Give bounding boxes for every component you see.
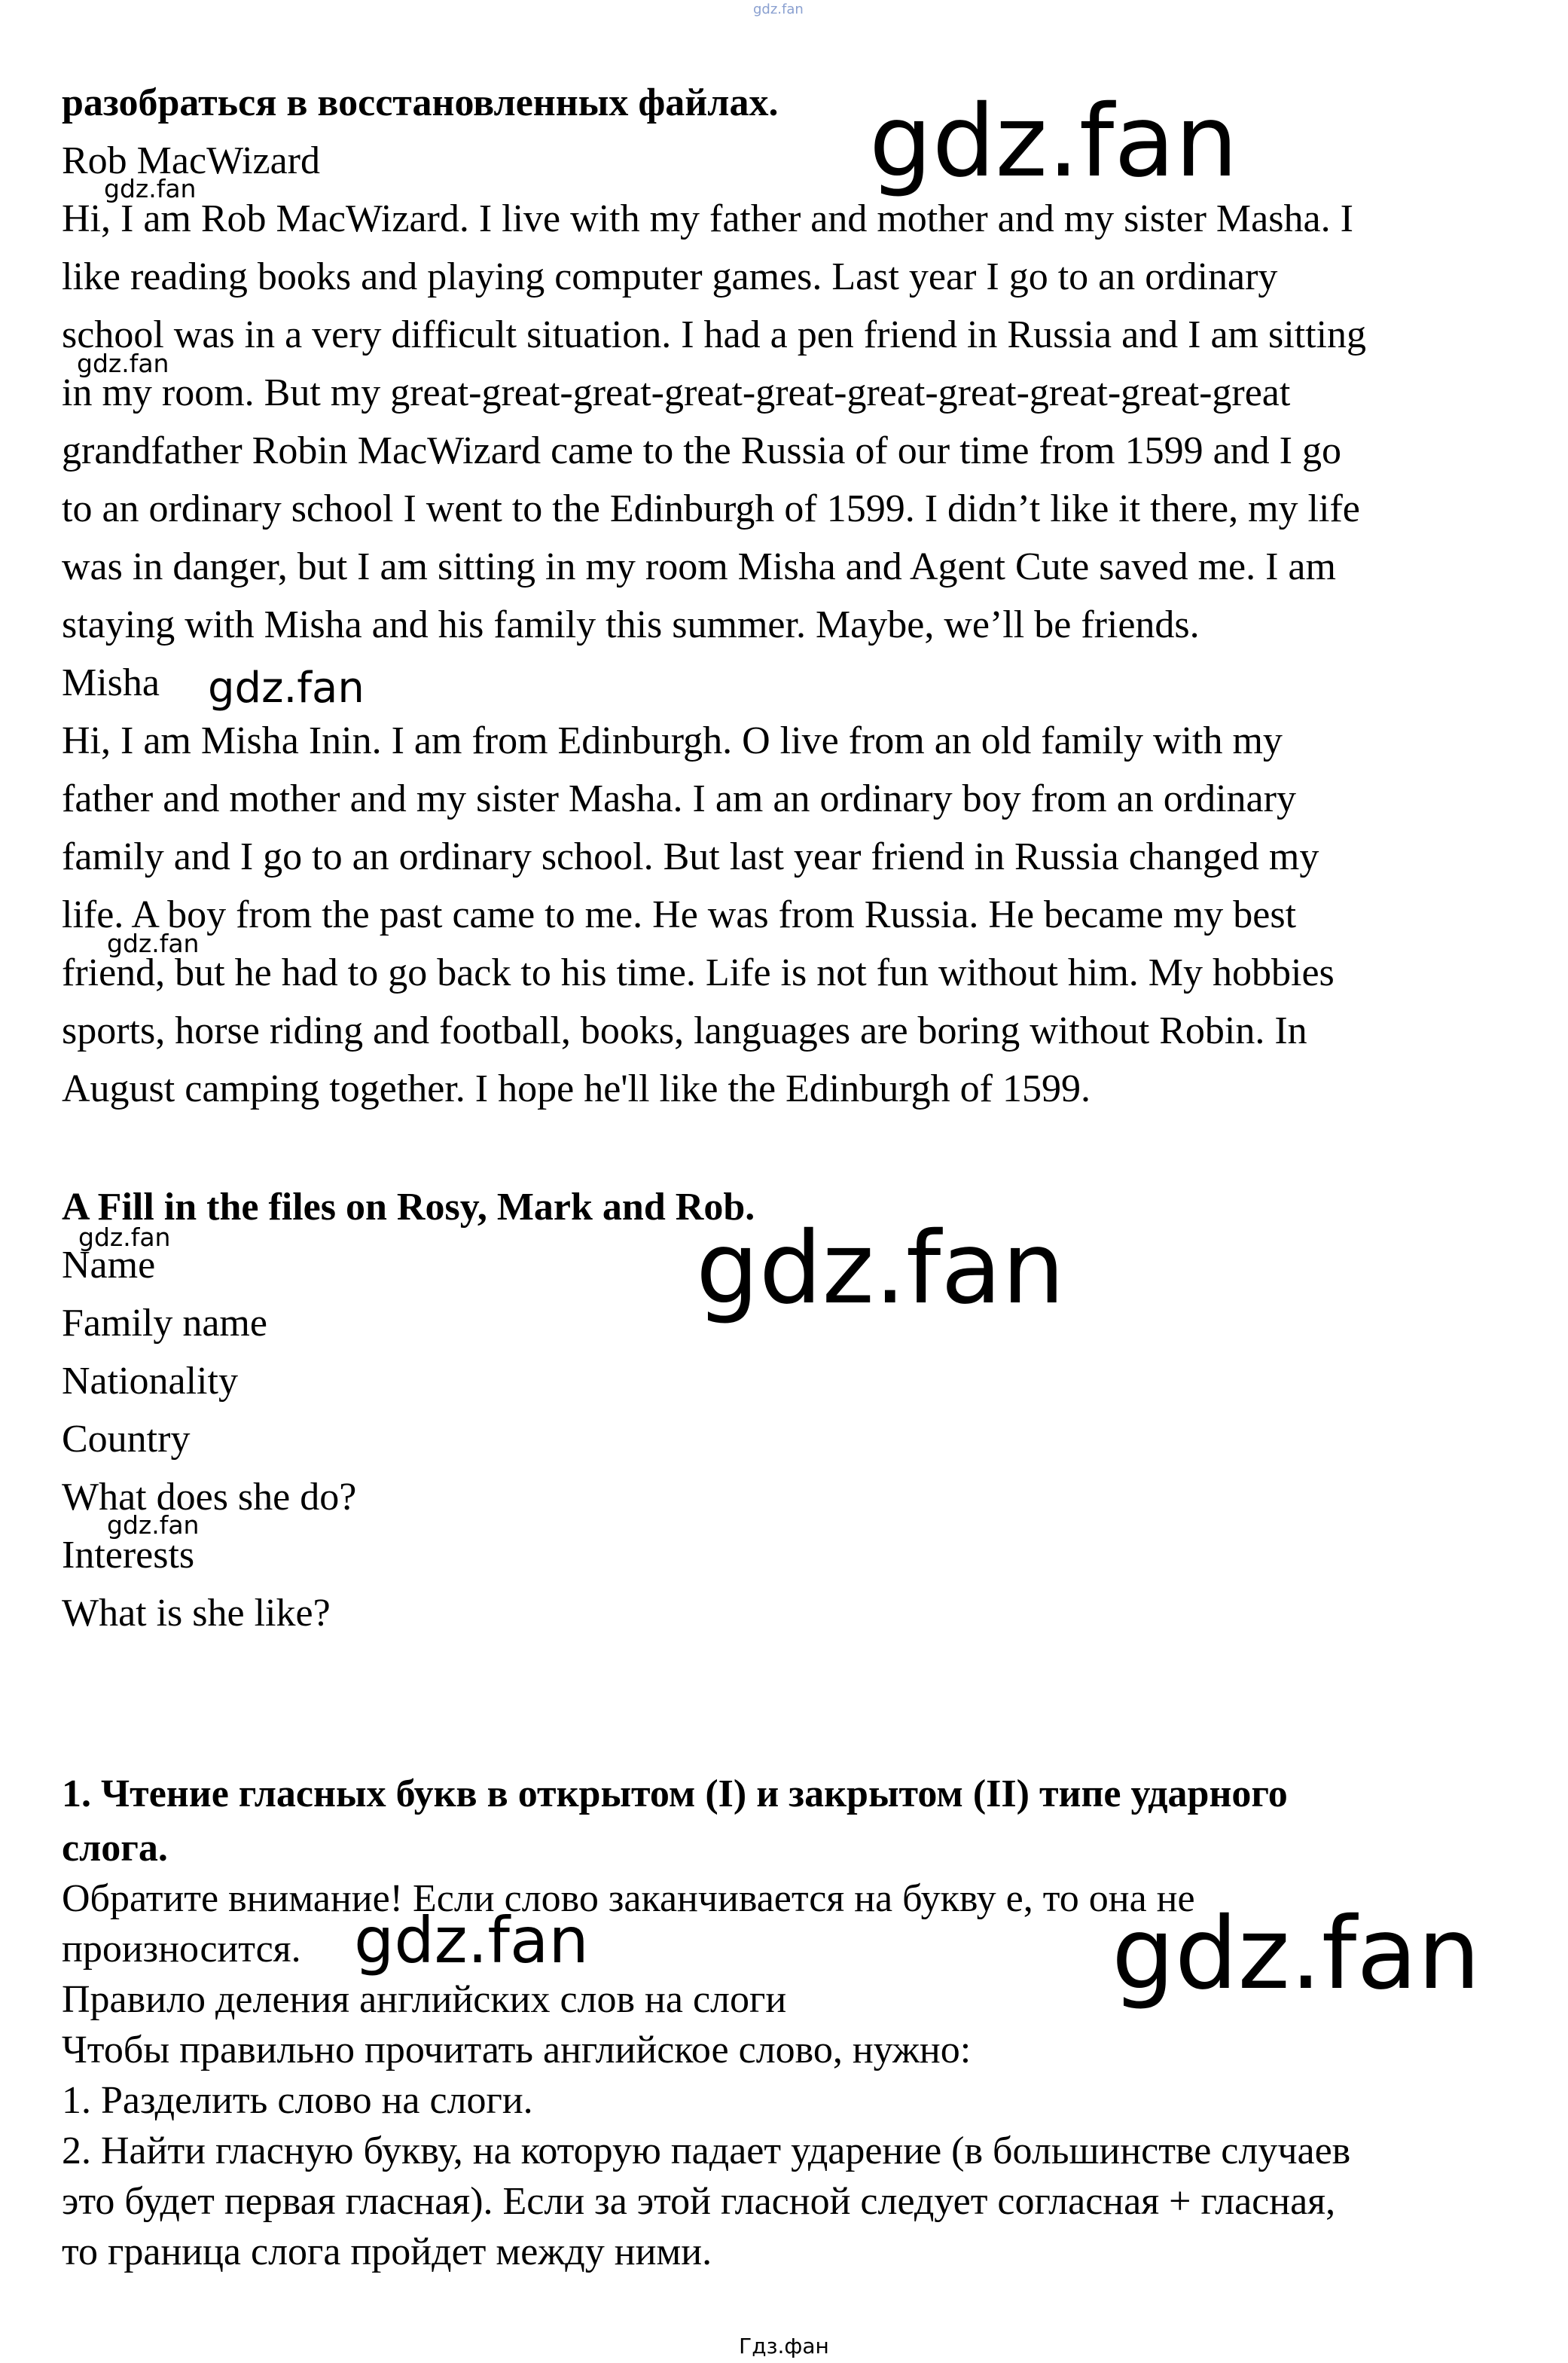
rule-line: 2. Найти гласную букву, на которую падает ударение (в большинстве случаев: [62, 2129, 1351, 2172]
watermark: gdz.fan: [208, 664, 365, 713]
section3-heading: 1. Чтение гласных букв в открытом (I) и закрытом (II) типе ударного: [62, 1772, 1288, 1815]
misha-title: Misha: [62, 661, 160, 704]
misha-line: family and I go to an ordinary school. But last year friend in Russia changed my: [62, 835, 1319, 878]
watermark: gdz.fan: [1112, 1896, 1481, 2012]
field-label: Country: [62, 1418, 191, 1461]
misha-line: August camping together. I hope he'll like the Edinburgh of 1599.: [62, 1067, 1091, 1110]
section3-heading: слога.: [62, 1827, 168, 1870]
misha-line: life. A boy from the past came to me. He was from Russia. He became my best: [62, 893, 1297, 936]
rob-line: Hi, I am Rob MacWizard. I live with my father and mother and my sister Masha. I: [62, 197, 1353, 240]
rule-line: Чтобы правильно прочитать английское слово, нужно:: [62, 2029, 972, 2071]
field-label: Interests: [62, 1534, 195, 1577]
watermark: gdz.fan: [104, 174, 197, 203]
rule-line: то граница слога пройдет между ними.: [62, 2230, 712, 2273]
watermark: gdz.fan: [107, 1510, 200, 1540]
rob-title: Rob MacWizard: [62, 139, 321, 182]
section2-heading: A Fill in the files on Rosy, Mark and Rob.: [62, 1186, 755, 1229]
rule-line: это будет первая гласная). Если за этой гласной следует согласная + гласная,: [62, 2180, 1336, 2223]
field-label: What is she like?: [62, 1592, 331, 1635]
section-vowel-reading: [62, 1765, 1538, 2277]
rob-line: grandfather Robin MacWizard came to the Russia of our time from 1599 and I go: [62, 429, 1341, 472]
rob-line: staying with Misha and his family this summer. Maybe, we’ll be friends.: [62, 603, 1200, 646]
watermark: gdz.fan: [77, 349, 169, 378]
misha-line: friend, but he had to go back to his time. Life is not fun without him. My hobbies: [62, 951, 1335, 994]
field-label: What does she do?: [62, 1476, 357, 1519]
rob-line: in my room. But my great-great-great-great-great-great-great-great-great-great: [62, 371, 1291, 414]
misha-line: father and mother and my sister Masha. I am an ordinary boy from an ordinary: [62, 777, 1296, 820]
rule-line: Обратите внимание! Если слово заканчивается на букву е, то она не: [62, 1877, 1195, 1920]
watermark: gdz.fan: [107, 929, 200, 958]
rob-line: like reading books and playing computer games. Last year I go to an ordinary: [62, 255, 1278, 298]
watermark: gdz.fan: [869, 84, 1238, 200]
rule-line: 1. Разделить слово на слоги.: [62, 2079, 533, 2122]
misha-line: sports, horse riding and football, books, languages are boring without Robin. In: [62, 1009, 1307, 1052]
watermark: gdz.fan: [354, 1904, 589, 1977]
field-label: Nationality: [62, 1360, 238, 1403]
section-recovered-files: [62, 74, 1538, 1118]
rob-line: school was in a very difficult situation. I had a pen friend in Russia and I am sitting: [62, 313, 1367, 356]
field-label: Family name: [62, 1302, 267, 1345]
rob-line: to an ordinary school I went to the Edinburgh of 1599. I didn’t like it there, my life: [62, 487, 1360, 530]
watermark: gdz.fan: [78, 1223, 171, 1252]
section1-heading: разобраться в восстановленных файлах.: [62, 81, 779, 124]
watermark: gdz.fan: [696, 1211, 1065, 1327]
rule-line: Правило деления английских слов на слоги: [62, 1978, 787, 2021]
rob-line: was in danger, but I am sitting in my room Misha and Agent Cute saved me. I am: [62, 545, 1336, 588]
header-mark: gdz.fan: [753, 2, 804, 17]
footer-mark: Гдз.фан: [739, 2334, 829, 2358]
field-label: Name: [62, 1244, 156, 1287]
rule-line: произносится.: [62, 1928, 301, 1971]
misha-line: Hi, I am Misha Inin. I am from Edinburgh. O live from an old family with my: [62, 719, 1283, 762]
